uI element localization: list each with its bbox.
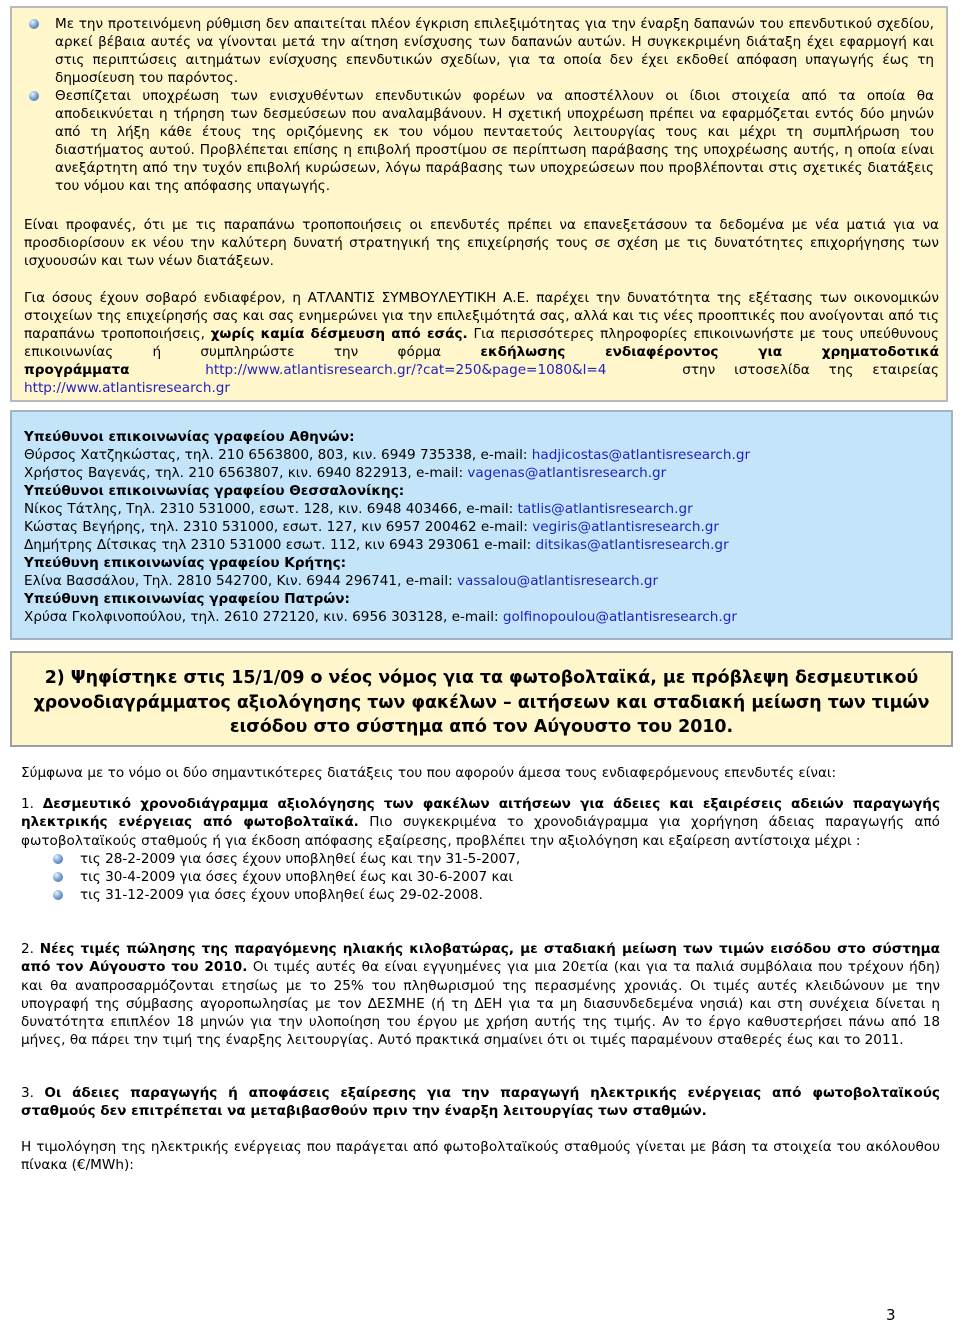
sub-item-text: τις 31-12-2009 για όσες έχουν υποβληθεί έως 29-02-2008. xyxy=(80,887,483,904)
bullet-icon xyxy=(53,854,63,864)
list-item xyxy=(21,868,940,886)
office-title-patras: Υπεύθυνη επικοινωνίας γραφείου Πατρών: xyxy=(24,591,350,607)
office-title-athens: Υπεύθυνοι επικοινωνίας γραφείου Αθηνών: xyxy=(24,429,355,445)
contact-text: Θύρσος Χατζηκώστας, τηλ. 210 6563800, 803, κιν. 6949 735338, e-mail: xyxy=(24,447,532,463)
email-link[interactable]: vassalou@atlantisresearch.gr xyxy=(457,573,659,589)
contact-row xyxy=(24,464,939,482)
item-bold-text: Οι άδειες παραγωγής ή αποφάσεις εξαίρεσης για την παραγωγή ηλεκτρικής ενέργειας από φωτοβολταϊκούς σταθμούς δεν επιτρέπεται να μεταβιβασθούν πριν την έναρξη λειτουργίας των σταθμών. xyxy=(21,1085,940,1120)
text-span: στην ιστοσελίδα της εταιρείας xyxy=(682,362,939,378)
numbered-item-2 xyxy=(21,940,940,1050)
list-item xyxy=(21,850,940,868)
email-link[interactable]: vagenas@atlantisresearch.gr xyxy=(467,465,667,481)
email-link[interactable]: golfinopoulou@atlantisresearch.gr xyxy=(502,609,737,625)
contact-row xyxy=(24,572,939,590)
intro-paragraph: Σύμφωνα με το νόμο οι δύο σημαντικότερες διατάξεις του που αφορούν άμεσα τους ενδιαφερόμενους επενδυτές είναι: xyxy=(21,765,837,781)
contact-row xyxy=(24,518,939,536)
contact-row xyxy=(24,608,939,626)
bullet-icon xyxy=(53,872,63,882)
bullet-list xyxy=(12,15,942,195)
page-number: 3 xyxy=(886,1306,896,1324)
email-link[interactable]: hadjicostas@atlantisresearch.gr xyxy=(531,447,751,463)
email-link[interactable]: vegiris@atlantisresearch.gr xyxy=(532,519,719,535)
bullet-text: Θεσπίζεται υποχρέωση των ενισχυθέντων επενδυτικών φορέων να αποστέλλουν οι ίδιοι στοιχεία από τα οποία θα αποδεικνύεται η τήρηση των δεσμεύσεων που αναλαμβάνουν. Η σχετική υποχρέωση πρέπει να εφαρμόζεται εντός δύο μηνών από τη λήξη κάθε έτους της οριζόμενης εκ του νόμου πενταετούς λειτουργίας τους και μέχρι τη συμπλήρωση του διαστήματος αυτού. Προβλέπεται επίσης η επιβολή προστίμου σε περίπτωση παράβασης της υποχρέωσης αυτής, η οποία είναι ανεξάρτητη από την τυχόν επιβολή κυρώσεων, λόγω παράβασης των υποχρεώσεων που προβλέπονται στις σχετικές διατάξεις του νόμου και της απόφασης υπαγωγής. xyxy=(55,88,934,194)
section-heading xyxy=(12,666,951,740)
paragraph-implications: Είναι προφανές, ότι με τις παραπάνω τροποποιήσεις οι επενδυτές πρέπει να επανεξετάσουν τα δεδομένα με νέα ματιά για να προσδιορίσουν εκ νέου την καλύτερη δυνατή στρατηγική της επιχείρησής τους σε σχέση με τις δυνατότητες επιχορήγησης των ισχυουσών και των νέων διατάξεων. xyxy=(24,217,939,269)
section-heading-box xyxy=(10,651,953,747)
bullet-text: Με την προτεινόμενη ρύθμιση δεν απαιτείται πλέον έγκριση επιλεξιμότητας για την έναρξη δαπανών του επενδυτικού σχεδίου, αρκεί βέβαια αυτές να γίνονται μετά την αίτηση ενίσχυσης των δαπανών αυτών. Η συγκεκριμένη διάταξη έχει εφαρμογή και στις περιπτώσεις αιτημάτων ενίσχυσης επενδυτικών σχεδίων, για τα οποία δεν έχει εκδοθεί απόφαση υπαγωγής έως τη δημοσίευση του παρόντος. xyxy=(55,16,934,86)
text-span: Για όσους έχουν σοβαρό ενδιαφέρον, η ΑΤΛΑΝΤΙΣ ΣΥΜΒΟΥΛΕΥΤΙΚΗ Α.Ε. παρέχει την δυνατότητα της εξέτασης των οικονομικών στοιχείων της επιχείρησής σας και σας ενημερώνει για την επιλεξιμότητά σας, αλλά και τις νέες προοπτικές που ανοίγονται από τις παραπάνω τροποποιήσεις, xyxy=(24,290,939,342)
list-item xyxy=(12,87,942,195)
heading-line: εισόδου στο σύστημα από τον Αύγουστο του 2010. xyxy=(229,717,734,737)
contact-text: Δημήτρης Δίτσικας τηλ 2310 531000 εσωτ. 112, κιν 6943 293061 e-mail: xyxy=(24,537,536,553)
sub-item-text: τις 30-4-2009 για όσες έχουν υποβληθεί έως και 30-6-2007 και xyxy=(80,869,514,886)
list-item xyxy=(21,886,940,904)
email-link[interactable]: ditsikas@atlantisresearch.gr xyxy=(535,537,729,553)
email-link[interactable]: tatlis@atlantisresearch.gr xyxy=(517,501,693,517)
contact-text: Χρήστος Βαγενάς, τηλ. 210 6563807, κιν. 6940 822913, e-mail: xyxy=(24,465,468,481)
numbered-item-3 xyxy=(21,1084,940,1121)
item-text: Πιο συγκεκριμένα το χρονοδιάγραμμα για χορήγηση άδειας παραγωγής από φωτοβολταϊκούς σταθμούς ή για έκδοση απόφασης εξαίρεσης, προβλέπει την αξιολόγηση και εξαίρεση αντίστοιχα μέχρι : xyxy=(21,814,940,849)
office-title-crete: Υπεύθυνη επικοινωνίας γραφείου Κρήτης: xyxy=(24,555,347,571)
info-box-top xyxy=(10,6,948,402)
contact-row xyxy=(24,446,939,464)
numbered-item-1 xyxy=(21,795,940,905)
office-title-thessaloniki: Υπεύθυνοι επικοινωνίας γραφείου Θεσσαλονίκης: xyxy=(24,483,405,499)
item-bold-text: Δεσμευτικό χρονοδιάγραμμα αξιολόγησης των φακέλων αιτήσεων για άδειες και εξαιρέσεις αδειών παραγωγής ηλεκτρικής ενέργειας από φωτοβολταϊκά. xyxy=(21,796,940,831)
paragraph-services xyxy=(24,289,939,397)
item-number: 3. xyxy=(21,1085,34,1101)
contact-row xyxy=(24,500,939,518)
website-link[interactable]: http://www.atlantisresearch.gr xyxy=(24,380,230,396)
bold-text: χωρίς καμία δέσμευση από εσάς. xyxy=(210,326,468,342)
bullet-icon xyxy=(53,890,63,900)
bullet-icon xyxy=(29,19,39,29)
sub-item-text: τις 28-2-2009 για όσες έχουν υποβληθεί έως και την 31-5-2007, xyxy=(80,850,521,867)
item-number: 1. xyxy=(21,796,34,812)
bold-text: εκδήλωσης ενδιαφέροντος για χρηματοδοτικά προγράμματα xyxy=(24,344,939,378)
closing-paragraph: Η τιμολόγηση της ηλεκτρικής ενέργειας που παράγεται από φωτοβολταϊκούς σταθμούς γίνεται με βάση τα στοιχεία του ακόλουθου πίνακα (€/MWh): xyxy=(21,1139,940,1174)
item-number: 2. xyxy=(21,941,34,957)
contact-text: Κώστας Βεγήρης, τηλ. 2310 531000, εσωτ. 127, κιν 6957 200462 e-mail: xyxy=(24,519,533,535)
item-text: Οι τιμές αυτές θα είναι εγγυημένες για μια 20ετία (και για τα παλιά συμβόλαια που τρέχουν ήδη) και θα αναπροσαρμόζονται ετησίως με το 25% του πληθωρισμού της περασμένης χρονιάς. Οι τιμές αυτές κλειδώνουν με την υπογραφή της σύμβασης αγοροπωλησίας με τον ΔΕΣΜΗΕ (ή τη ΔΕΗ για τα μη διασυνδεδεμένα νησιά) και στη συνέχεια δίνεται η δυνατότητα επιπλέον 18 μηνών για την υλοποίηση του έργου με χρήση αυτής της τιμής. Αν το έργο καθυστερήσει πάνω από 18 μήνες, θα πάρει την τιμή της έναρξης λειτουργίας. Αυτό πρακτικά σημαίνει ότι οι τιμές παραμένουν σταθερές έως και το 2011. xyxy=(21,959,940,1049)
item-bold-text: Νέες τιμές πώλησης της παραγόμενης ηλιακής κιλοβατώρας, με σταδιακή μείωση των τιμών εισόδου στο σύστημα από τον Αύγουστο του 2010. xyxy=(21,941,940,976)
bullet-icon xyxy=(29,91,39,101)
text-span: Για περισσότερες πληροφορίες επικοινωνήστε με τους υπεύθυνους επικοινωνίας ή συμπληρώστε την φόρμα xyxy=(24,326,939,360)
contact-text: Ελίνα Βασσάλου, Τηλ. 2810 542700, Κιν. 6944 296741, e-mail: xyxy=(24,573,458,589)
contacts-list xyxy=(24,428,939,626)
contact-text: Χρύσα Γκολφινοπούλου, τηλ. 2610 272120, κιν. 6956 303128, e-mail: xyxy=(24,609,503,625)
heading-line: χρονοδιαγράμματος αξιολόγησης των φακέλων – αιτήσεων και σταδιακή μείωση των τιμών xyxy=(33,692,930,713)
list-item xyxy=(12,15,942,87)
form-link[interactable]: http://www.atlantisresearch.gr/?cat=250&page=1080&l=4 xyxy=(205,362,607,378)
contact-text: Νίκος Τάτλης, Τηλ. 2310 531000, εσωτ. 128, κιν. 6948 403466, e-mail: xyxy=(24,501,518,517)
contacts-box xyxy=(10,410,953,640)
contact-row xyxy=(24,536,939,554)
heading-line: 2) Ψηφίστηκε στις 15/1/09 ο νέος νόμος για τα φωτοβολταϊκά, με πρόβλεψη δεσμευτικού xyxy=(44,668,919,688)
